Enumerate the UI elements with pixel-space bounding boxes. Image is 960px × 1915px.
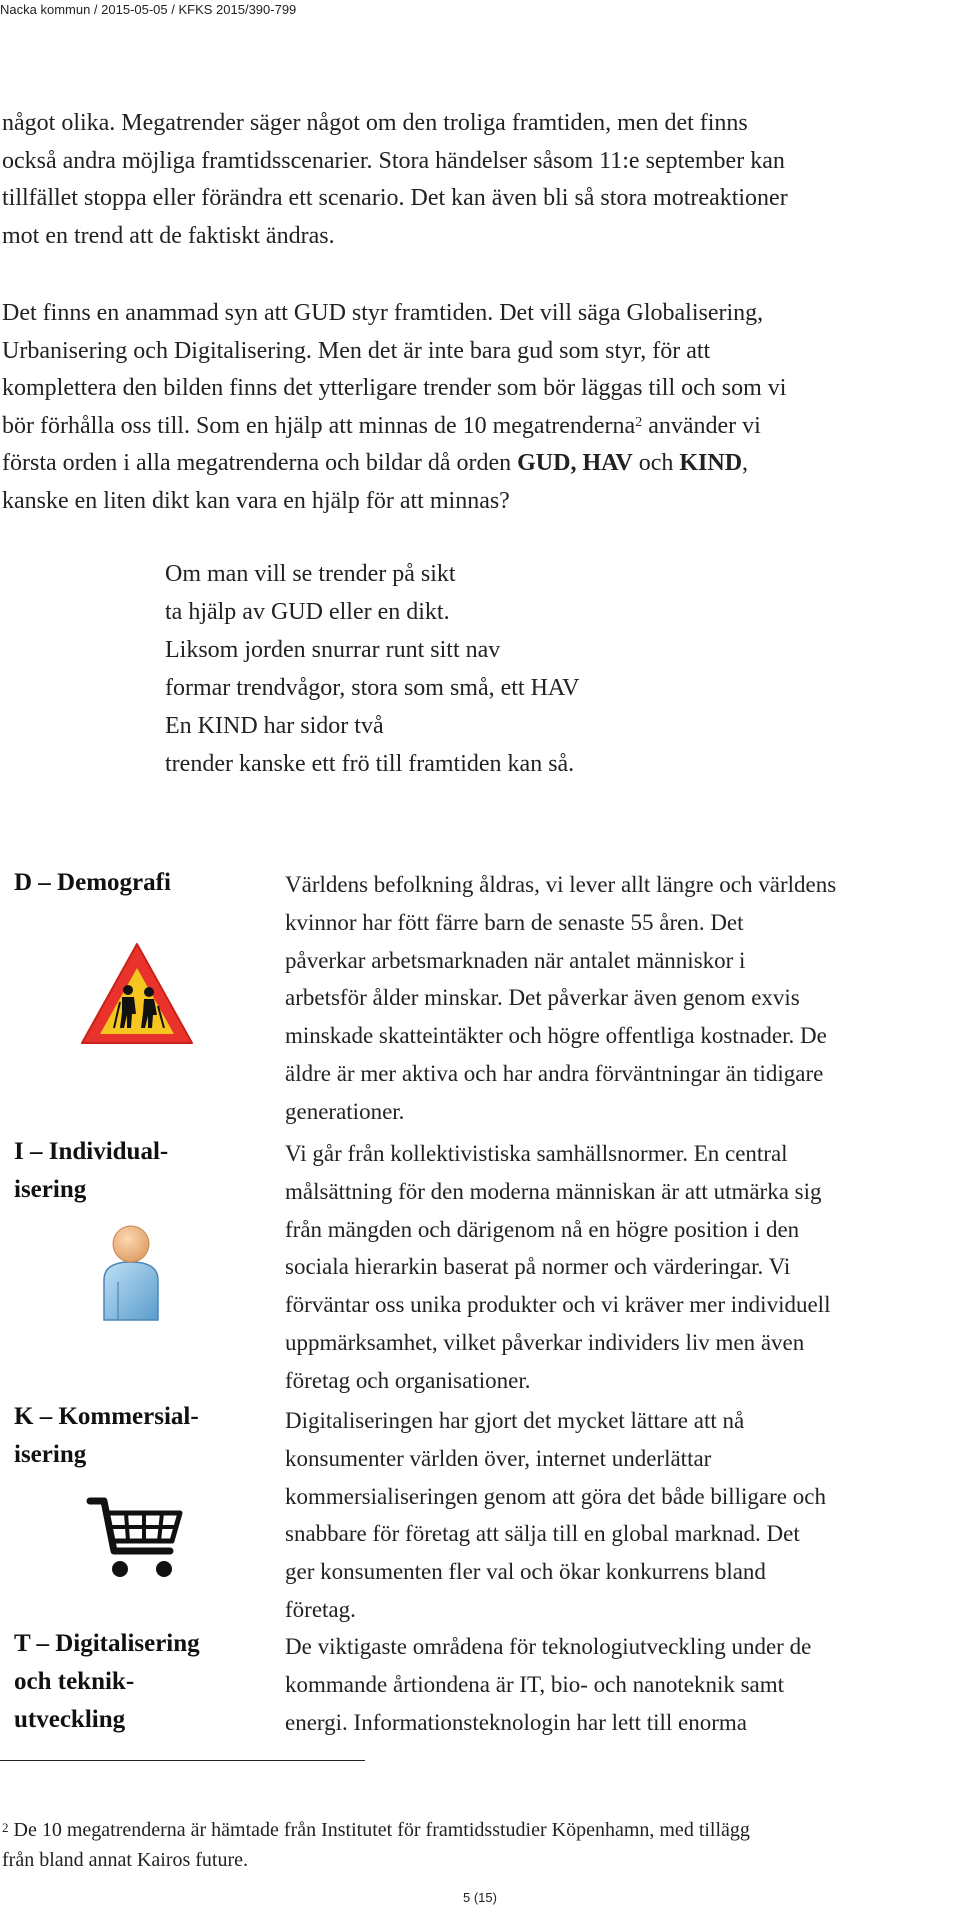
- poem: [165, 555, 580, 783]
- paragraph-line: [2, 408, 952, 446]
- text-run: första orden i alla megatrenderna och bildar då orden: [2, 450, 518, 476]
- text-run: använder vi: [642, 412, 761, 439]
- trend-text-line: generationer.: [285, 1098, 405, 1124]
- trend-text-line: Digitaliseringen har gjort det mycket lättare att nå: [285, 1408, 745, 1433]
- paragraph-line: mot en trend att de faktiskt ändras.: [2, 222, 335, 249]
- trend-heading-line: utveckling: [14, 1706, 126, 1733]
- trend-text-line: ger konsumenten fler val och ökar konkurrens bland: [285, 1559, 766, 1585]
- paragraph-gud: [2, 295, 952, 520]
- trend-heading-individualisering: [14, 1133, 168, 1209]
- trend-text-line: Vi går från kollektivistiska samhällsnormer. En central: [285, 1141, 788, 1166]
- footnote-number: 2: [2, 1820, 9, 1835]
- trend-text-line: Världens befolkning åldras, vi lever allt längre och världens: [285, 872, 837, 897]
- trend-heading-line: K – Kommersial-: [14, 1403, 199, 1430]
- text-run: De 10 megatrenderna är hämtade från Institutet för framtidsstudier Köpenhamn, med tillägg: [8, 1819, 750, 1841]
- text-run: bör förhålla oss till. Som en hjälp att minnas de 10 megatrenderna: [2, 412, 636, 439]
- trend-text-line: företag.: [285, 1596, 356, 1622]
- elderly-crossing-sign-icon: [78, 940, 196, 1053]
- footnote: [2, 1815, 750, 1875]
- paragraph-line: något olika. Megatrender säger något om den troliga framtiden, men det finns: [2, 110, 748, 136]
- page-number: 5 (15): [463, 1890, 497, 1905]
- trend-text-line: förväntar oss unika produkter och vi kräver mer individuell: [285, 1292, 831, 1318]
- trend-text-line: konsumenter världen över, internet underlättar: [285, 1445, 712, 1471]
- poem-line: trender kanske ett frö till framtiden kan så.: [165, 751, 575, 777]
- poem-line: Om man vill se trender på sikt: [165, 561, 456, 587]
- footnote-reference[interactable]: 2: [635, 414, 643, 430]
- bold-word-hav: HAV: [582, 450, 633, 476]
- paragraph-line: komplettera den bilden finns det ytterligare trender som bör läggas till och som vi: [2, 375, 787, 401]
- footnote-separator: [0, 1760, 365, 1761]
- trend-heading-line: D – Demografi: [14, 869, 171, 896]
- paragraph-line: tillfället stoppa eller förändra ett scenario. Det kan även bli så stora motreaktioner: [2, 185, 788, 211]
- trend-heading-line: I – Individual-: [14, 1138, 169, 1165]
- trend-heading-line: isering: [14, 1176, 87, 1203]
- paragraph-line: kanske en liten dikt kan vara en hjälp för att minnas?: [2, 487, 510, 514]
- trend-heading-line: och teknik-: [14, 1668, 135, 1695]
- trend-text-line: energi. Informationsteknologin har lett till enorma: [285, 1709, 748, 1735]
- poem-line: formar trendvågor, stora som små, ett HAV: [165, 675, 580, 701]
- shopping-cart-icon: [86, 1495, 186, 1590]
- trend-heading-digitalisering: [14, 1625, 200, 1739]
- trend-text-line: äldre är mer aktiva och har andra förväntningar än tidigare: [285, 1060, 824, 1086]
- paragraph-line: Det finns en anammad syn att GUD styr framtiden. Det vill säga Globalisering,: [2, 300, 764, 326]
- trend-text-line: från mängden och därigenom nå en högre position i den: [285, 1216, 800, 1242]
- footnote-line: [2, 1815, 750, 1845]
- paragraph-line: [2, 445, 952, 483]
- trend-text-line: De viktigaste områdena för teknologiutveckling under de: [285, 1634, 812, 1659]
- trend-heading-kommersialisering: [14, 1398, 199, 1474]
- trend-text-line: kommersialiseringen genom att göra det både billigare och: [285, 1483, 826, 1509]
- trend-text-line: uppmärksamhet, vilket påverkar individers liv men även: [285, 1329, 805, 1355]
- bold-word-kind: KIND: [679, 450, 743, 476]
- text-run: ,: [742, 450, 749, 476]
- trend-heading-line: T – Digitalisering: [14, 1630, 200, 1657]
- trend-text-line: sociala hierarkin baserat på normer och värderingar. Vi: [285, 1254, 791, 1280]
- trend-heading-demografi: [14, 864, 171, 902]
- running-header: Nacka kommun / 2015-05-05 / KFKS 2015/390-799: [0, 2, 297, 17]
- poem-line: Liksom jorden snurrar runt sitt nav: [165, 637, 501, 663]
- paragraph-line: Urbanisering och Digitalisering. Men det är inte bara gud som styr, för att: [2, 337, 711, 364]
- trend-text-individualisering: [285, 1135, 950, 1400]
- trend-text-digitalisering: [285, 1628, 950, 1741]
- trend-heading-line: isering: [14, 1441, 87, 1468]
- trend-text-demografi: [285, 866, 950, 1131]
- person-icon: [98, 1222, 164, 1327]
- paragraph-intro: [2, 105, 952, 255]
- poem-line: ta hjälp av GUD eller en dikt.: [165, 599, 450, 625]
- bold-word-gud: GUD,: [517, 450, 577, 476]
- trend-text-line: arbetsför ålder minskar. Det påverkar även genom exvis: [285, 985, 800, 1011]
- trend-text-line: snabbare för företag att sälja till en global marknad. Det: [285, 1521, 800, 1547]
- trend-text-line: påverkar arbetsmarknaden när antalet människor i: [285, 947, 746, 973]
- trend-text-line: kommande årtiondena är IT, bio- och nanoteknik samt: [285, 1671, 785, 1697]
- trend-text-line: målsättning för den moderna människan är att utmärka sig: [285, 1178, 822, 1204]
- poem-line: En KIND har sidor två: [165, 713, 384, 739]
- paragraph-line: också andra möjliga framtidsscenarier. Stora händelser såsom 11:e september kan: [2, 147, 785, 174]
- footnote-line: från bland annat Kairos future.: [2, 1849, 249, 1871]
- trend-text-kommersialisering: [285, 1402, 950, 1629]
- trend-text-line: företag och organisationer.: [285, 1367, 531, 1393]
- trend-text-line: kvinnor har fött färre barn de senaste 55 åren. Det: [285, 909, 744, 935]
- trend-text-line: minskade skatteintäkter och högre offentliga kostnader. De: [285, 1023, 827, 1049]
- text-run: och: [632, 450, 680, 476]
